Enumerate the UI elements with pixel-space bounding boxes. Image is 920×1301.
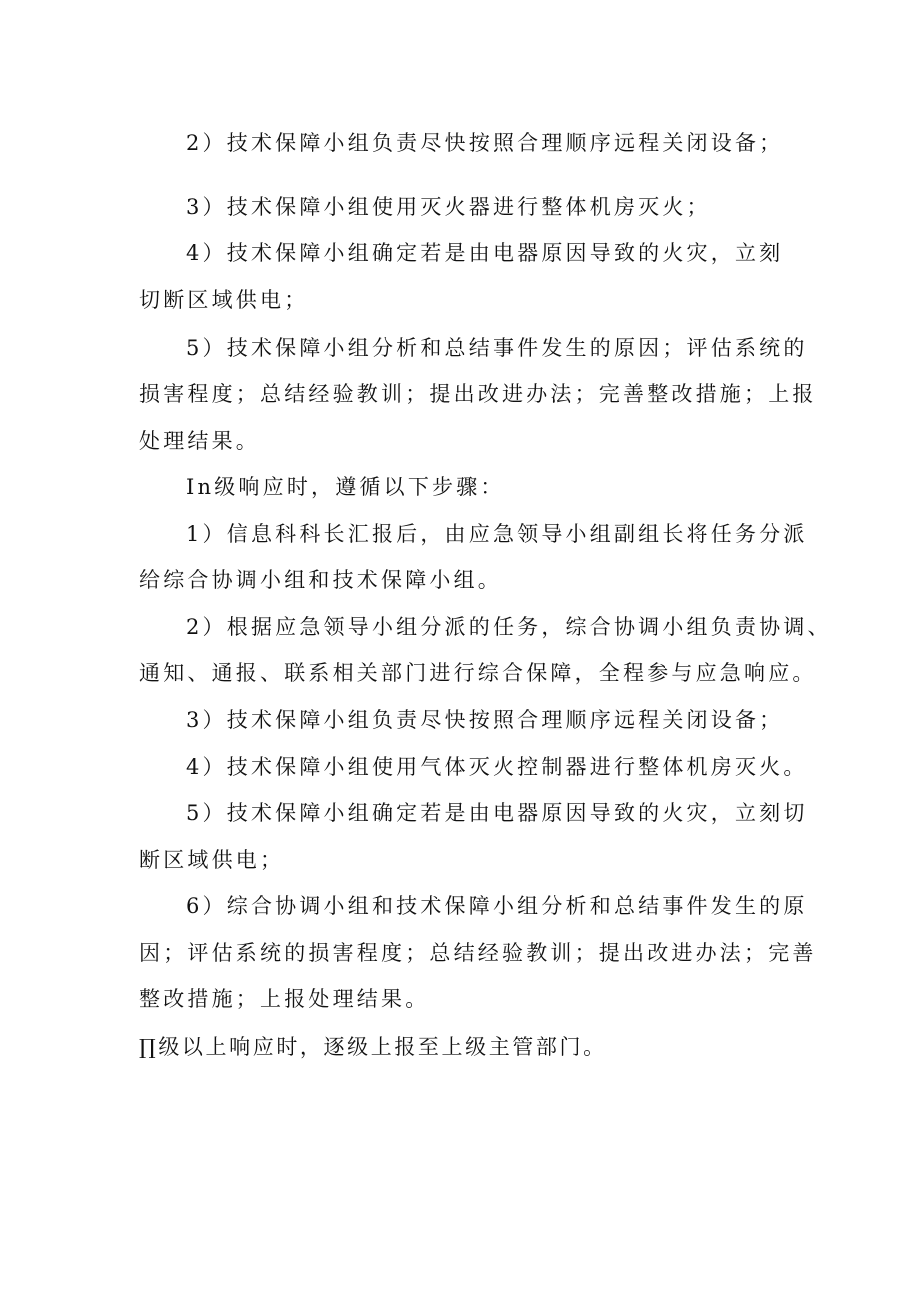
paragraph-line: 2）技术保障小组负责尽快按照合理顺序远程关闭设备； (186, 131, 784, 155)
paragraph-line: 6）综合协调小组和技术保障小组分析和总结事件发生的原 (186, 894, 808, 918)
paragraph-line: 2）根据应急领导小组分派的任务，综合协调小组负责协调、 (186, 615, 832, 639)
paragraph-line: 切断区域供电； (139, 288, 309, 312)
paragraph-line: 通知、通报、联系相关部门进行综合保障，全程参与应急响应。 (139, 661, 817, 685)
paragraph-line: 断区域供电； (139, 848, 285, 872)
paragraph-line: 3）技术保障小组负责尽快按照合理顺序远程关闭设备； (186, 708, 784, 732)
paragraph-line: 因；评估系统的损害程度；总结经验教训；提出改进办法；完善 (139, 941, 817, 965)
paragraph-line: ∏级以上响应时，逐级上报至上级主管部门。 (139, 1035, 607, 1059)
paragraph-line: 给综合协调小组和技术保障小组。 (139, 568, 502, 592)
paragraph-line: 1）信息科科长汇报后，由应急领导小组副组长将任务分派 (186, 522, 808, 546)
paragraph-line: 整改措施；上报处理结果。 (139, 987, 430, 1011)
paragraph-line: 4）技术保障小组使用气体灭火控制器进行整体机房灭火。 (186, 755, 808, 779)
paragraph-line: 3）技术保障小组使用灭火器进行整体机房灭火； (186, 195, 711, 219)
paragraph-line: 5）技术保障小组分析和总结事件发生的原因；评估系统的 (186, 336, 808, 360)
paragraph-line: 损害程度；总结经验教训；提出改进办法；完善整改措施；上报 (139, 382, 817, 406)
paragraph-line: 处理结果。 (139, 429, 260, 453)
paragraph-line: 5）技术保障小组确定若是由电器原因导致的火灾，立刻切 (186, 801, 808, 825)
paragraph-line: 4）技术保障小组确定若是由电器原因导致的火灾，立刻 (186, 241, 784, 265)
paragraph-line: In级响应时，遵循以下步骤： (186, 475, 505, 499)
